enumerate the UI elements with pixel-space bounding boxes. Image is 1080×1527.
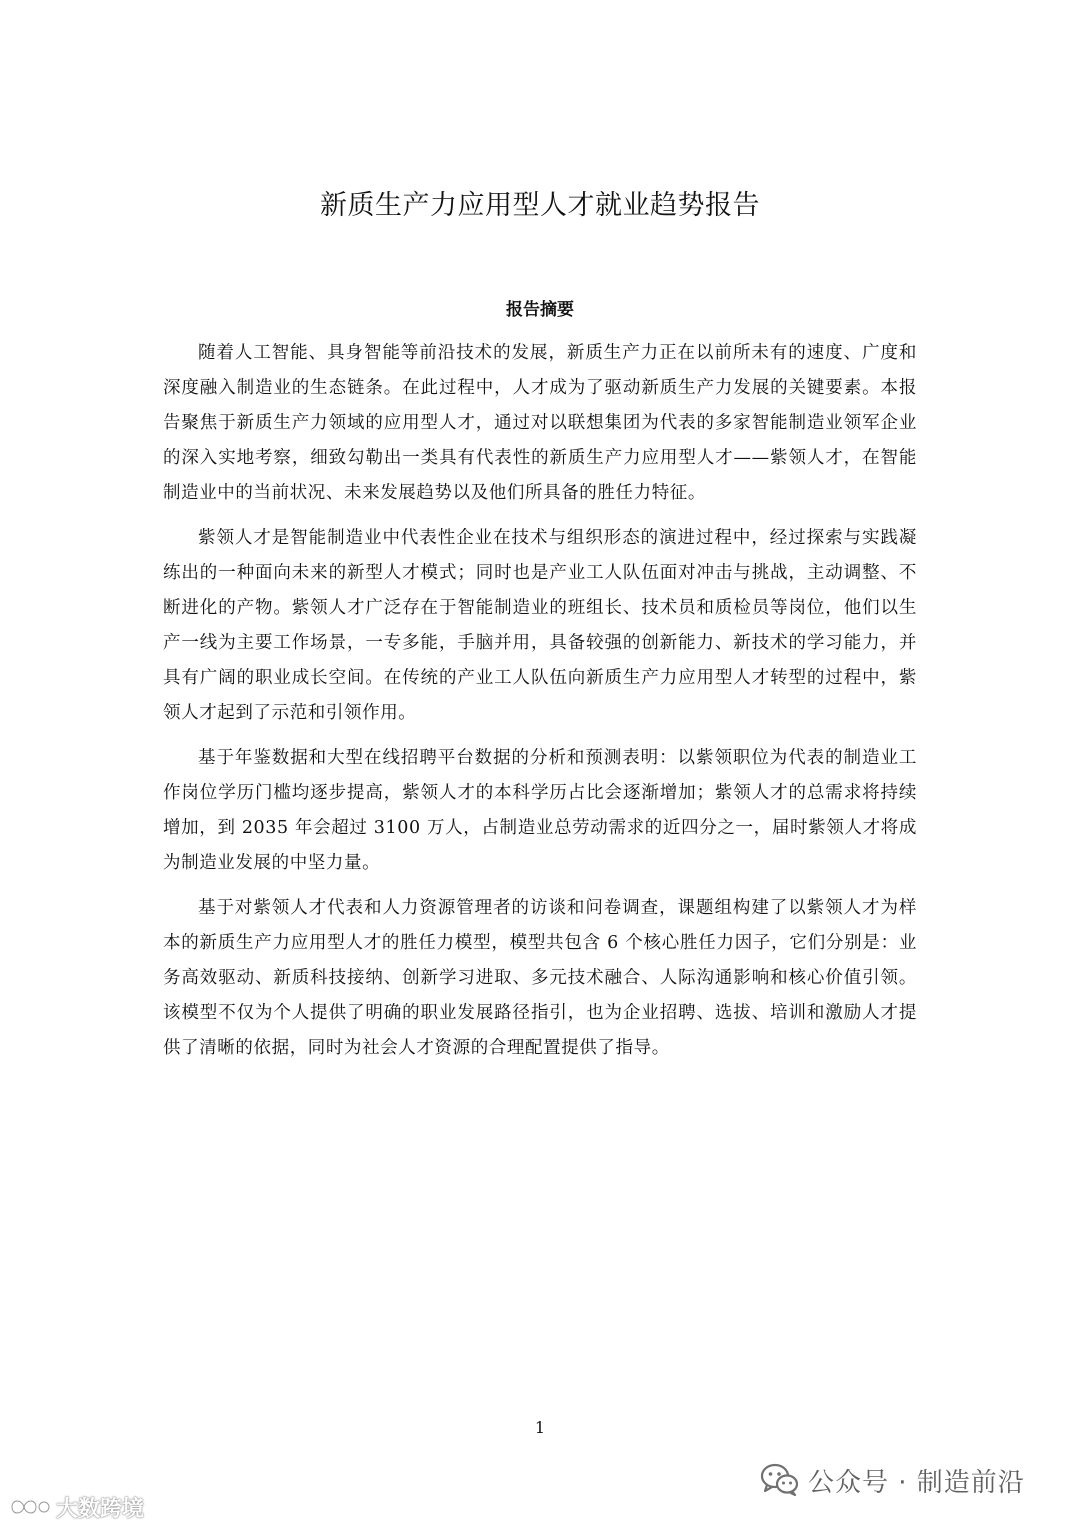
- wechat-watermark-text: 公众号 · 制造前沿: [808, 1467, 1025, 1498]
- wechat-icon: [760, 1462, 800, 1498]
- wechat-watermark: [760, 1460, 1025, 1500]
- site-watermark: [8, 1492, 144, 1522]
- site-watermark-text: 大数跨境: [56, 1496, 145, 1522]
- site-logo-icon: [8, 1494, 52, 1520]
- page-title: 新质生产力应用型人才就业趋势报告: [320, 190, 760, 221]
- page-number: 1: [534, 1418, 546, 1437]
- abstract-body: [163, 336, 917, 1076]
- paragraph-intro: 随着人工智能、具身智能等前沿技术的发展，新质生产力正在以前所未有的速度、广度和深度融入制造业的生态链条。在此过程中，人才成为了驱动新质生产力发展的关键要素。本报告聚焦于新质生产力领域的应用型人才，通过对以联想集团为代表的多家智能制造业领军企业的深入实地考察，细致勾勒出一类具有代表性的新质生产力应用型人才——紫领人才，在智能制造业中的当前状况、未来发展趋势以及他们所具备的胜任力特征。: [163, 343, 917, 503]
- abstract-heading: 报告摘要: [506, 300, 574, 320]
- paragraph-purple-collar-definition: 紫领人才是智能制造业中代表性企业在技术与组织形态的演进过程中，经过探索与实践凝练出的一种面向未来的新型人才模式；同时也是产业工人队伍面对冲击与挑战，主动调整、不断进化的产物。紫领人才广泛存在于智能制造业的班组长、技术员和质检员等岗位，他们以生产一线为主要工作场景，一专多能，手脑并用，具备较强的创新能力、新技术的学习能力，并具有广阔的职业成长空间。在传统的产业工人队伍向新质生产力应用型人才转型的过程中，紫领人才起到了示范和引领作用。: [163, 528, 917, 723]
- paragraph-competency-model: 基于对紫领人才代表和人力资源管理者的访谈和问卷调查，课题组构建了以紫领人才为样本的新质生产力应用型人才的胜任力模型，模型共包含 6 个核心胜任力因子，它们分别是：业务高效驱动、新质科技接纳、创新学习进取、多元技术融合、人际沟通影响和核心价值引领。该模型不仅为个人提供了明确的职业发展路径指引，也为企业招聘、选拔、培训和激励人才提供了清晰的依据，同时为社会人才资源的合理配置提供了指导。: [163, 898, 917, 1058]
- paragraph-demand-forecast: 基于年鉴数据和大型在线招聘平台数据的分析和预测表明：以紫领职位为代表的制造业工作岗位学历门槛均逐步提高，紫领人才的本科学历占比会逐渐增加；紫领人才的总需求将持续增加，到 2035 年会超过 3100 万人，占制造业总劳动需求的近四分之一，届时紫领人才将成为制造业发展的中坚力量。: [163, 748, 917, 873]
